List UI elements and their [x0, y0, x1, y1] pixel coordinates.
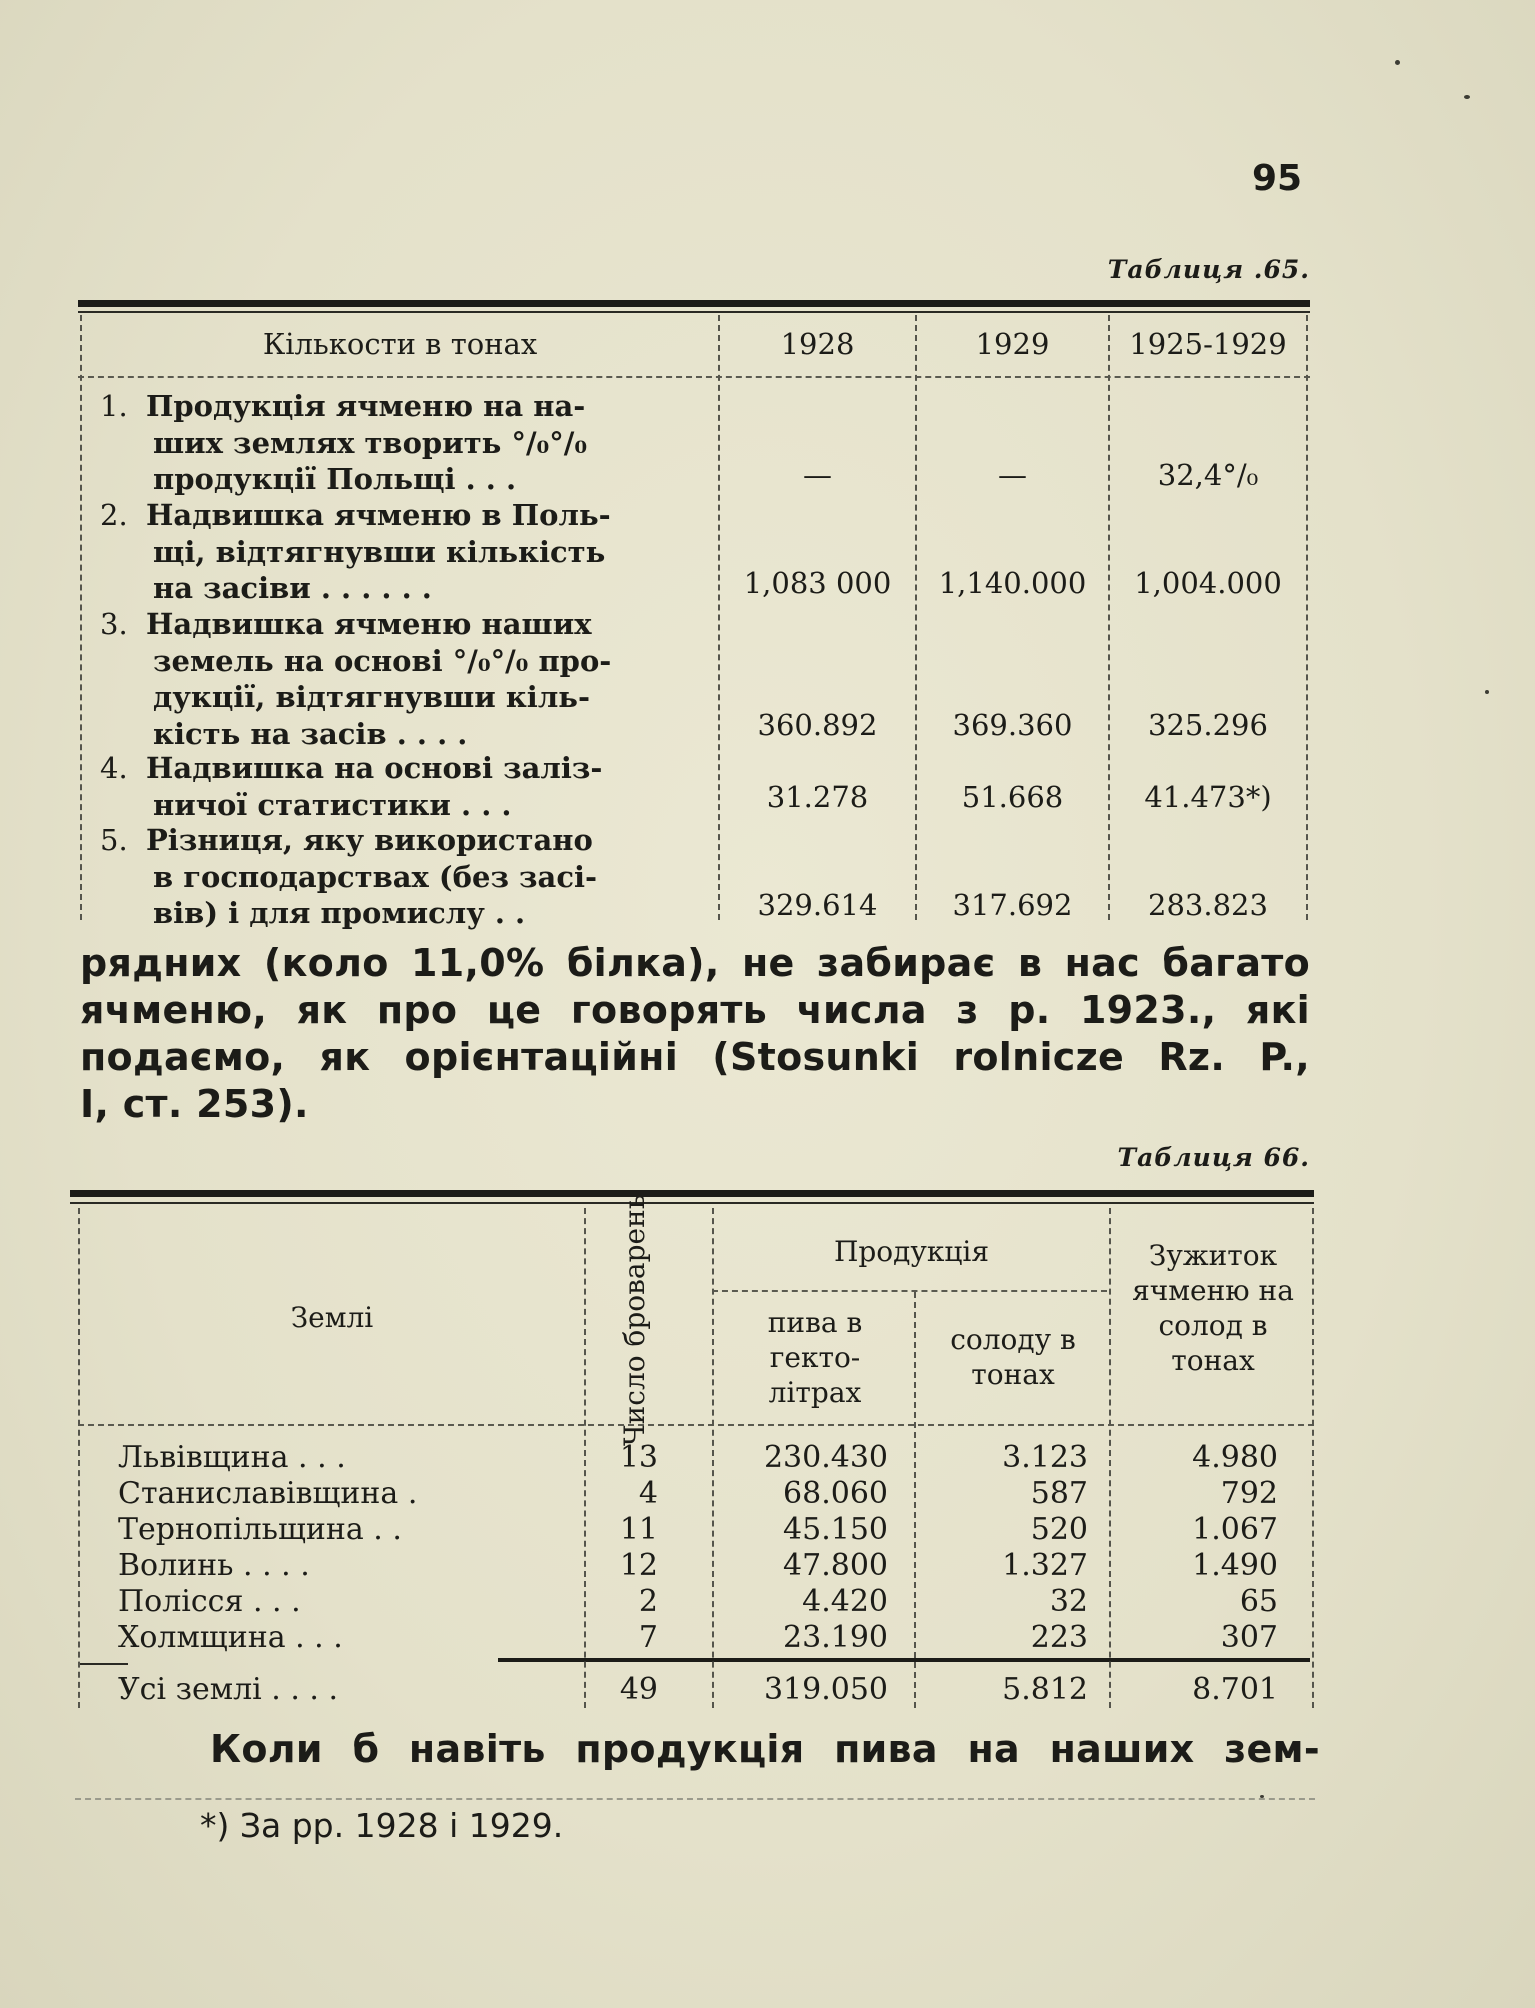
total-beer: 319.050: [763, 1672, 888, 1707]
print-speck: [1485, 690, 1489, 694]
table-66-row-6: [118, 1620, 1318, 1656]
row-beer: 23.190: [783, 1620, 888, 1655]
row-breweries: 7: [638, 1620, 658, 1655]
footnote: *) За рр. 1928 і 1929.: [200, 1806, 564, 1845]
table-66-row-3: [118, 1512, 1318, 1548]
page-number: 95: [1252, 158, 1303, 199]
row-land: Полісся . . .: [118, 1584, 301, 1619]
table-66-header-malt: солоду в тонах: [950, 1323, 1076, 1391]
table-65-row-5-1925-1929: 283.823: [1148, 888, 1268, 922]
table-65-row-4-1925-1929: 41.473*): [1144, 780, 1272, 814]
footnote-separator: [75, 1798, 1315, 1800]
table-65-row-2-label: 2. Надвишка ячменю в Поль- щі, відтягнувши кількість на засіви . . . . . .: [100, 498, 611, 605]
row-malt: 223: [1030, 1620, 1088, 1655]
paragraph-1-line-1: рядних (коло 11,0% білка), не забирає в нас багато: [80, 941, 1310, 985]
table-65-right-border: [1306, 315, 1308, 920]
row-barley: 1.490: [1192, 1548, 1278, 1583]
row-land: Холмщина . . .: [118, 1620, 343, 1655]
table-66-left-border: [78, 1208, 80, 1708]
row-barley: 4.980: [1192, 1440, 1278, 1475]
total-label: Усі землі . . . .: [118, 1672, 339, 1707]
row-beer: 45.150: [783, 1512, 888, 1547]
table-66-top-rule: [70, 1190, 1314, 1197]
row-breweries: 4: [638, 1476, 658, 1511]
print-speck: [1464, 95, 1470, 99]
table-66-header-barley: Зужиток ячменю на солод в тонах: [1132, 1239, 1294, 1377]
row-beer: 68.060: [783, 1476, 888, 1511]
row-barley: 1.067: [1192, 1512, 1278, 1547]
paragraph-1-line-4: I, ст. 253).: [80, 1082, 309, 1126]
table-66-row-5: [118, 1584, 1318, 1620]
row-beer: 4.420: [802, 1584, 888, 1619]
paragraph-2-line-1: Коли б навіть продукція пива на наших зем-: [210, 1727, 1320, 1771]
table-65-row-3-1929: 369.360: [952, 708, 1073, 742]
row-breweries: 11: [619, 1512, 658, 1547]
row-barley: 792: [1220, 1476, 1278, 1511]
table-66-production-rule: [712, 1290, 1107, 1292]
row-land: Тернопільщина . .: [118, 1512, 402, 1547]
table-65-row-2-1928: 1,083 000: [743, 566, 892, 600]
table-65-col-divider-3: [1108, 315, 1110, 920]
table-65-row-3-1928: 360.892: [757, 708, 878, 742]
table-65-row-1-1925-1929: 32,4°/₀: [1157, 458, 1259, 492]
table-65-row-4-1928: 31.278: [766, 780, 869, 814]
table-65-row-1-label: 1. Продукція ячменю на на- ших землях творить °/₀°/₀ продукції Польщі . . .: [100, 389, 588, 496]
table-66-total-rule: [498, 1658, 1310, 1662]
row-land: Волинь . . . .: [118, 1548, 310, 1583]
table-65-row-5-label: 5. Різниця, яку використано в господарствах (без засі- вів) і для промислу . .: [100, 823, 598, 930]
table-65-caption: Таблиця .65.: [1107, 255, 1310, 284]
row-barley: 65: [1239, 1584, 1278, 1619]
paragraph-1-line-3: подаємо, як орієнтаційні (Stosunki rolnicze Rz. P.,: [80, 1035, 1310, 1079]
table-66-top-rule-thin: [70, 1202, 1314, 1204]
table-65-top-rule-thin: [78, 311, 1310, 313]
paragraph-1: [80, 940, 1310, 1128]
table-65-row-1-1929: —: [998, 458, 1027, 492]
row-land: Львівщина . . .: [118, 1440, 346, 1475]
table-66-header-beer: пива в гекто- літрах: [767, 1306, 863, 1409]
total-breweries: 49: [619, 1672, 658, 1707]
table-65-header-label: Кількости в тонах: [262, 327, 538, 361]
total-malt: 5.812: [1002, 1672, 1088, 1707]
table-65-row-3-label: 3. Надвишка ячменю наших земель на основі °/₀°/₀ про- дукції, відтягнувши кіль- кість на засів . . . .: [100, 607, 612, 751]
table-65-col-divider-2: [915, 315, 917, 920]
table-65-left-border: [80, 315, 82, 920]
table-66-row-2: [118, 1476, 1318, 1512]
table-65-row-2-1929: 1,140.000: [938, 566, 1087, 600]
table-65-row-3-1925-1929: 325.296: [1148, 708, 1268, 742]
row-malt: 32: [1049, 1584, 1088, 1619]
table-65-header-1925-1929: 1925-1929: [1129, 327, 1287, 361]
row-beer: 47.800: [783, 1548, 888, 1583]
table-65-header-1928: 1928: [780, 327, 855, 361]
table-65-row-5-1928: 329.614: [757, 888, 878, 922]
table-66-total-row: [118, 1672, 1318, 1708]
table-65-row-4-1929: 51.668: [961, 780, 1064, 814]
table-65-row-5-1929: 317.692: [952, 888, 1073, 922]
table-66-header-production: Продукція: [833, 1235, 990, 1268]
row-beer: 230.430: [763, 1440, 888, 1475]
total-barley: 8.701: [1192, 1672, 1278, 1707]
table-65-row-4-label: 4. Надвишка на основі заліз- ничої статистики . . .: [100, 751, 603, 822]
table-65-row-1-1928: —: [803, 458, 832, 492]
row-malt: 1.327: [1002, 1548, 1088, 1583]
table-66-row-1: [118, 1440, 1318, 1476]
row-malt: 587: [1030, 1476, 1088, 1511]
table-65-top-rule: [78, 300, 1310, 307]
paragraph-1-line-2: ячменю, як про це говорять числа з р. 1923., які: [80, 988, 1310, 1032]
table-66-row-4: [118, 1548, 1318, 1584]
row-malt: 520: [1030, 1512, 1088, 1547]
table-66-header-breweries: Число броварень: [618, 1193, 651, 1447]
table-66-caption: Таблиця 66.: [1117, 1143, 1310, 1172]
table-65-row-2-1925-1929: 1,004.000: [1134, 566, 1282, 600]
table-65-col-divider-1: [718, 315, 720, 920]
table-65-header-rule: [78, 376, 1310, 378]
print-speck: [1260, 1795, 1264, 1798]
row-breweries: 2: [638, 1584, 658, 1619]
row-breweries: 12: [619, 1548, 658, 1583]
print-speck: [1395, 60, 1400, 65]
row-land: Станиславівщина .: [118, 1476, 418, 1511]
table-66-total-rule-left: [78, 1663, 128, 1665]
table-66-header-rule: [78, 1424, 1314, 1426]
row-breweries: 13: [619, 1440, 658, 1475]
row-malt: 3.123: [1002, 1440, 1088, 1475]
table-65-header-1929: 1929: [975, 327, 1050, 361]
table-66-header-lands: Землі: [290, 1301, 374, 1334]
paragraph-2: [210, 1726, 1320, 1773]
row-barley: 307: [1220, 1620, 1278, 1655]
